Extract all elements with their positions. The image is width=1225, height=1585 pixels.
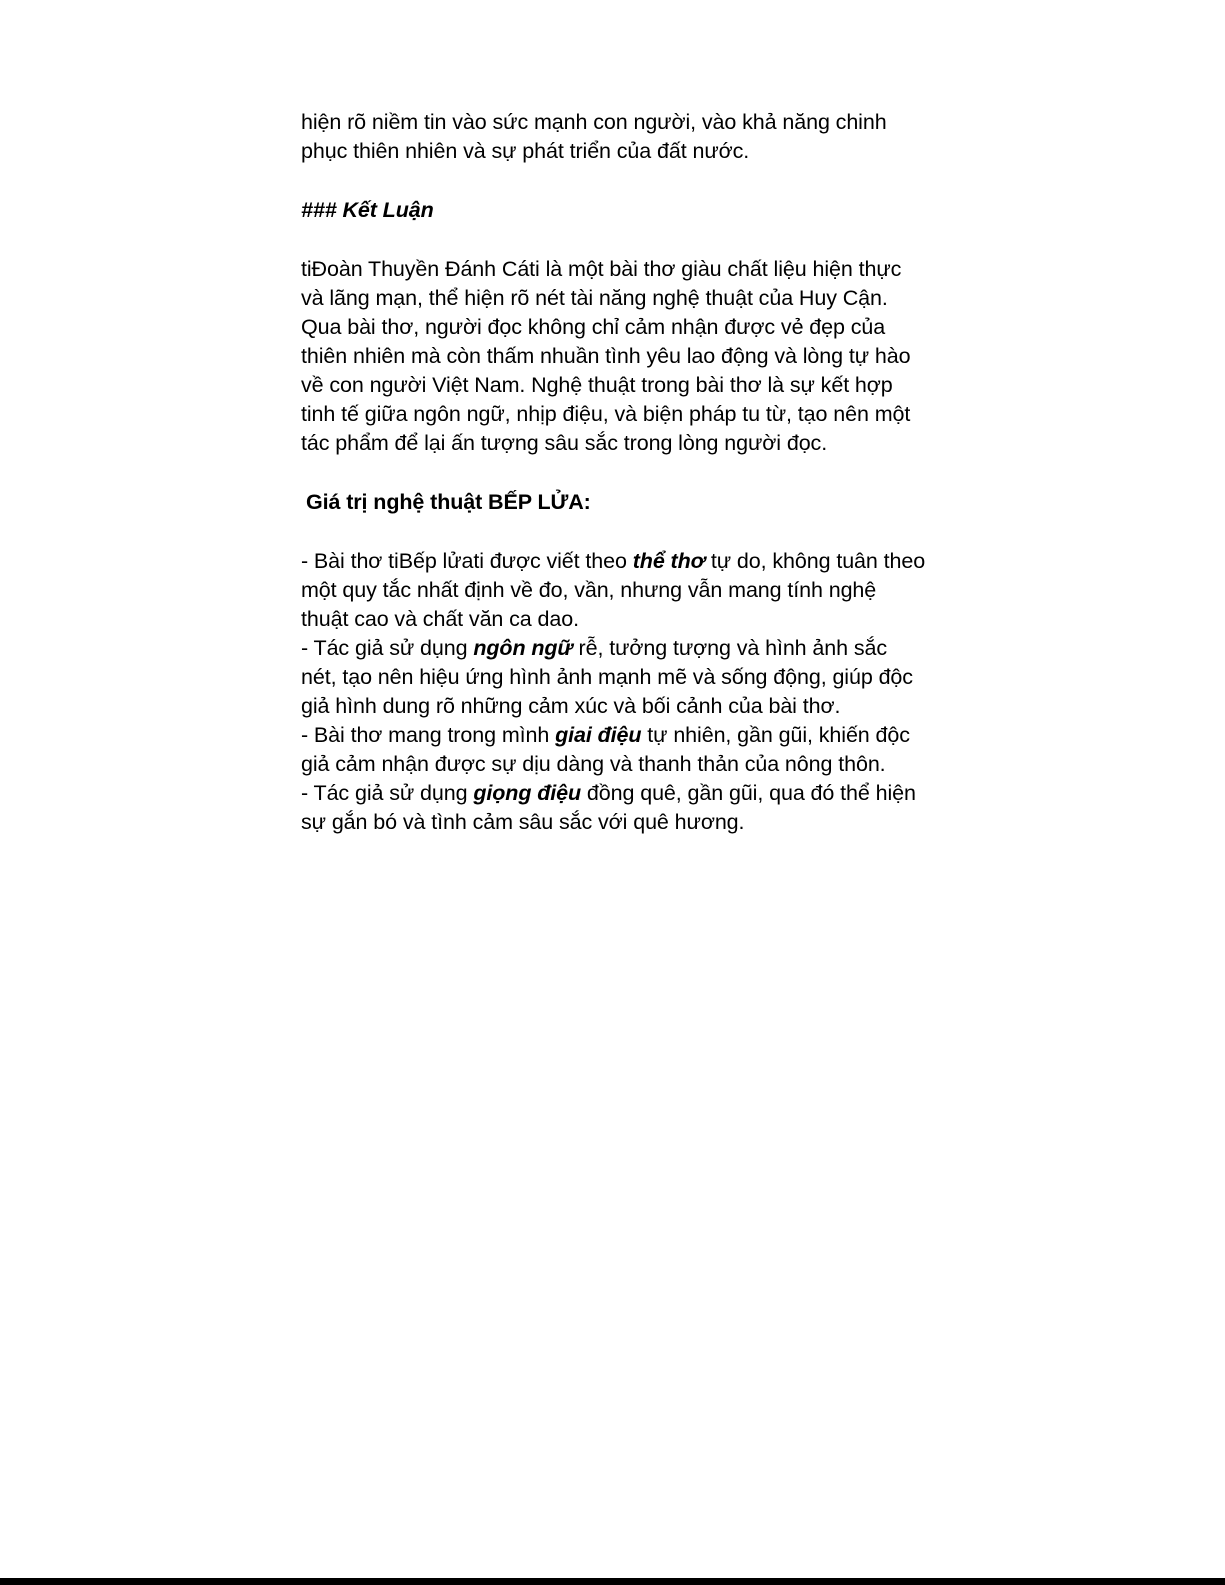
bullet-text: - Tác giả sử dụng <box>301 781 474 805</box>
conclusion-paragraph: tiĐoàn Thuyền Đánh Cáti là một bài thơ giàu chất liệu hiện thực và lãng mạn, thể hiện rõ nét tài năng nghệ thuật của Huy Cận. Qua bài thơ, người đọc không chỉ cảm nhận được vẻ đẹp của thiên nhiên mà còn thấm nhuần tình yêu lao động và lòng tự hào về con người Việt Nam. Nghệ thuật trong bài thơ là sự kết hợp tinh tế giữa ngôn ngữ, nhịp điệu, và biện pháp tu từ, tạo nên một tác phẩm để lại ấn tượng sâu sắc trong lòng người đọc. <box>301 257 911 455</box>
bullet-text: - Bài thơ tiBếp lửati được viết theo <box>301 549 633 573</box>
bullet-emphasis: thể thơ <box>632 549 705 573</box>
paragraph-spacer <box>301 166 926 196</box>
intro-paragraph: hiện rõ niềm tin vào sức mạnh con người, vào khả năng chinh phục thiên nhiên và sự phát triển của đất nước. <box>301 110 887 163</box>
bullet-item <box>301 779 926 837</box>
bullet-text: đồng quê, gần gũi, qua đó thể hiện sự gắn bó và tình cảm sâu sắc với quê hương. <box>301 781 916 834</box>
bullet-emphasis: giai điệu <box>555 723 642 747</box>
bullet-text: - Bài thơ mang trong mình <box>301 723 556 747</box>
page-bottom-border <box>0 1578 1225 1585</box>
bullet-text: tự nhiên, gần gũi, khiến độc giả cảm nhận được sự dịu dàng và thanh thản của nông thôn. <box>301 723 910 776</box>
document-body <box>301 108 926 837</box>
section-heading: Giá trị nghệ thuật BẾP LỬA: <box>306 490 591 514</box>
bullet-item <box>301 634 926 721</box>
bullet-text: tự do, không tuân theo một quy tắc nhất định về đo, vần, nhưng vẫn mang tính nghệ thuật cao và chất văn ca dao. <box>301 549 926 631</box>
conclusion-heading: ### Kết Luận <box>301 198 434 222</box>
paragraph-spacer <box>301 517 926 547</box>
bullet-item <box>301 721 926 779</box>
bullet-emphasis: ngôn ngữ <box>473 636 573 660</box>
paragraph-spacer <box>301 225 926 255</box>
bullet-emphasis: giọng điệu <box>473 781 582 805</box>
bullet-text: rễ, tưởng tượng và hình ảnh sắc nét, tạo nên hiệu ứng hình ảnh mạnh mẽ và sống động, giúp độc giả hình dung rõ những cảm xúc và bối cảnh của bài thơ. <box>301 636 913 718</box>
bullet-item <box>301 547 926 634</box>
bullet-text: - Tác giả sử dụng <box>301 636 474 660</box>
paragraph-spacer <box>301 458 926 488</box>
